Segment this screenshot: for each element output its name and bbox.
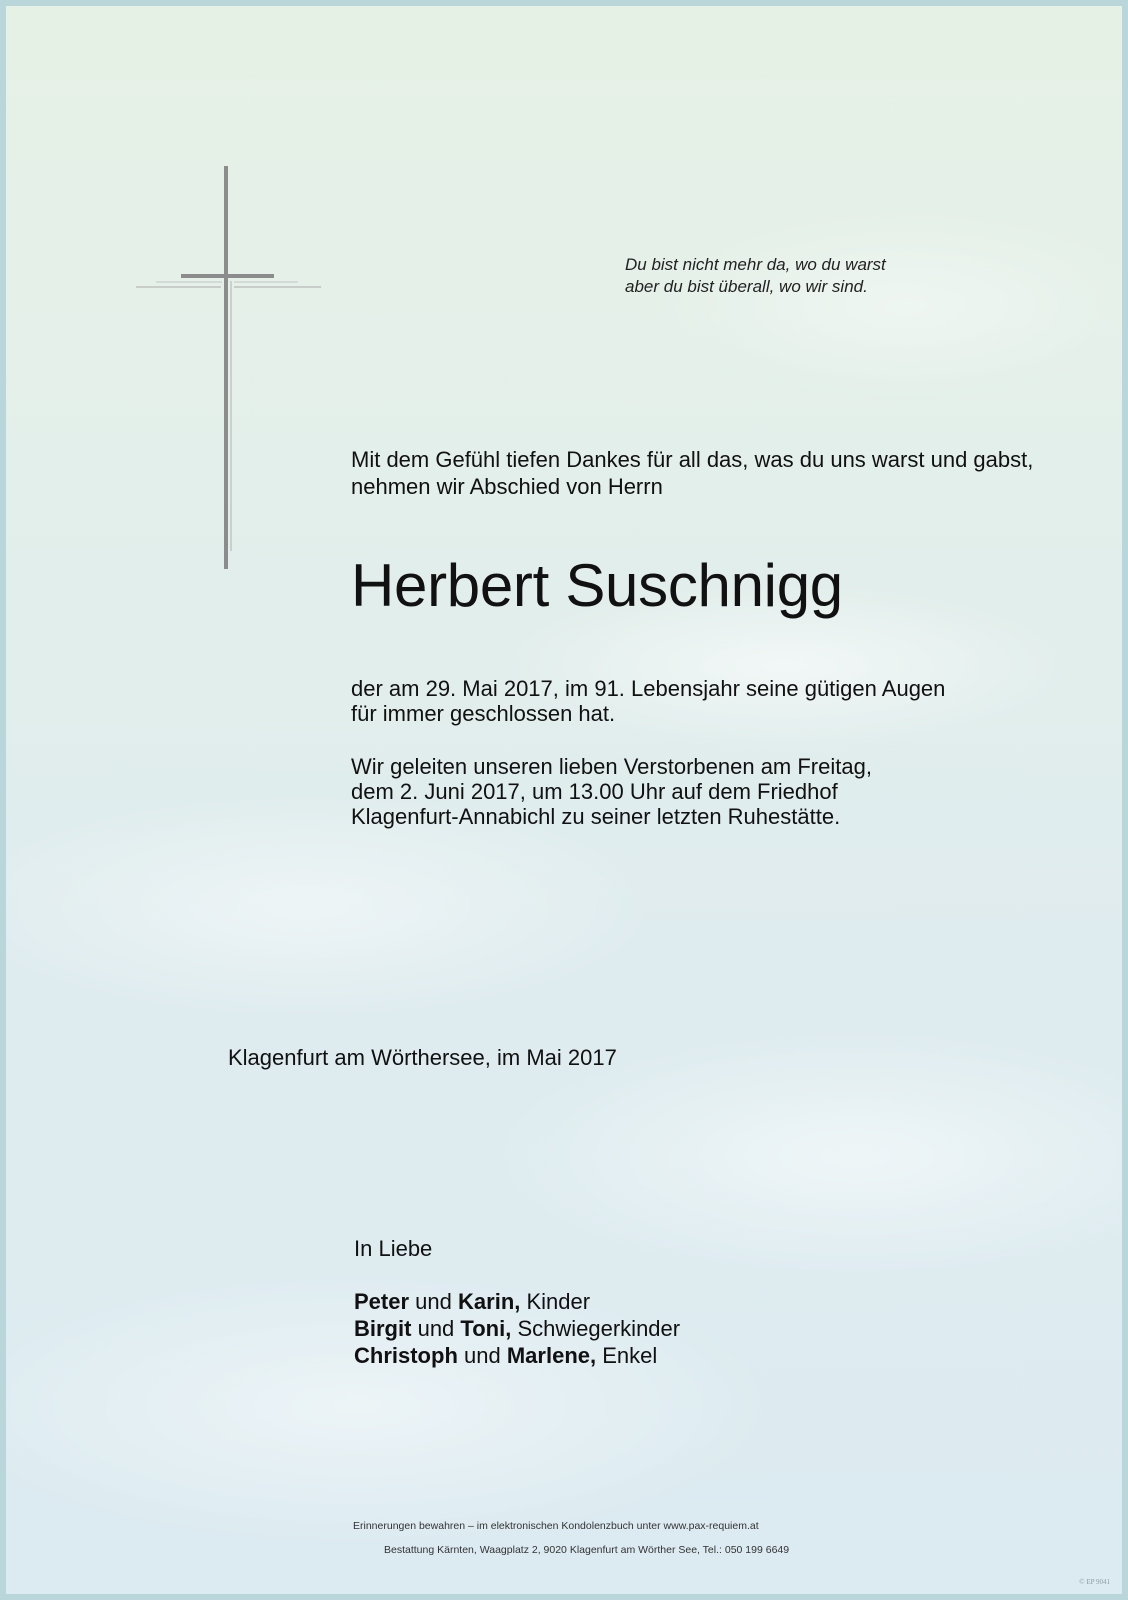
motto-line-1: Du bist nicht mehr da, wo du warst (625, 255, 886, 274)
family-conj: und (464, 1343, 501, 1368)
intro-text: Mit dem Gefühl tiefen Dankes für all das, was du uns warst und gabst, nehmen wir Abschied von Herrn (351, 447, 1034, 499)
print-code: © EP 9041 (1079, 1578, 1110, 1586)
family-relation: Kinder (526, 1289, 591, 1314)
death-line-1: der am 29. Mai 2017, im 91. Lebensjahr seine gütigen Augen (351, 676, 946, 701)
family-row (354, 1342, 680, 1369)
family-name: Marlene, (506, 1343, 597, 1368)
motto-verse (625, 254, 886, 298)
family-name: Christoph (354, 1343, 458, 1368)
family-name: Karin, (458, 1289, 521, 1314)
condolence-footer: Erinnerungen bewahren – im elektronischen Kondolenzbuch unter www.pax-requiem.at (353, 1520, 759, 1532)
undertaker-footer: Bestattung Kärnten, Waagplatz 2, 9020 Klagenfurt am Wörther See, Tel.: 050 199 6649 (384, 1544, 790, 1556)
family-name: Birgit (354, 1316, 412, 1341)
family-name: Toni, (460, 1316, 512, 1341)
place-date: Klagenfurt am Wörthersee, im Mai 2017 (228, 1045, 617, 1070)
family-row (354, 1288, 680, 1315)
funeral-line-3: Klagenfurt-Annabichl zu seiner letzten Ruhestätte. (351, 804, 841, 829)
funeral-notice (351, 754, 1051, 829)
in-liebe: In Liebe (354, 1236, 433, 1261)
family-row (354, 1315, 680, 1342)
deceased-name: Herbert Suschnigg (351, 552, 843, 619)
death-line-2: für immer geschlossen hat. (351, 701, 616, 726)
funeral-line-1: Wir geleiten unseren lieben Verstorbenen am Freitag, (351, 754, 872, 779)
funeral-line-2: dem 2. Juni 2017, um 13.00 Uhr auf dem Friedhof (351, 779, 838, 804)
family-relation: Schwiegerkinder (517, 1316, 681, 1341)
family-conj: und (415, 1289, 452, 1314)
family-conj: und (417, 1316, 455, 1341)
family-list (354, 1288, 680, 1369)
family-relation: Enkel (602, 1343, 658, 1368)
cross-icon (126, 156, 326, 586)
death-notice (351, 676, 1051, 726)
motto-line-2: aber du bist überall, wo wir sind. (625, 277, 868, 296)
family-name: Peter (354, 1289, 410, 1314)
